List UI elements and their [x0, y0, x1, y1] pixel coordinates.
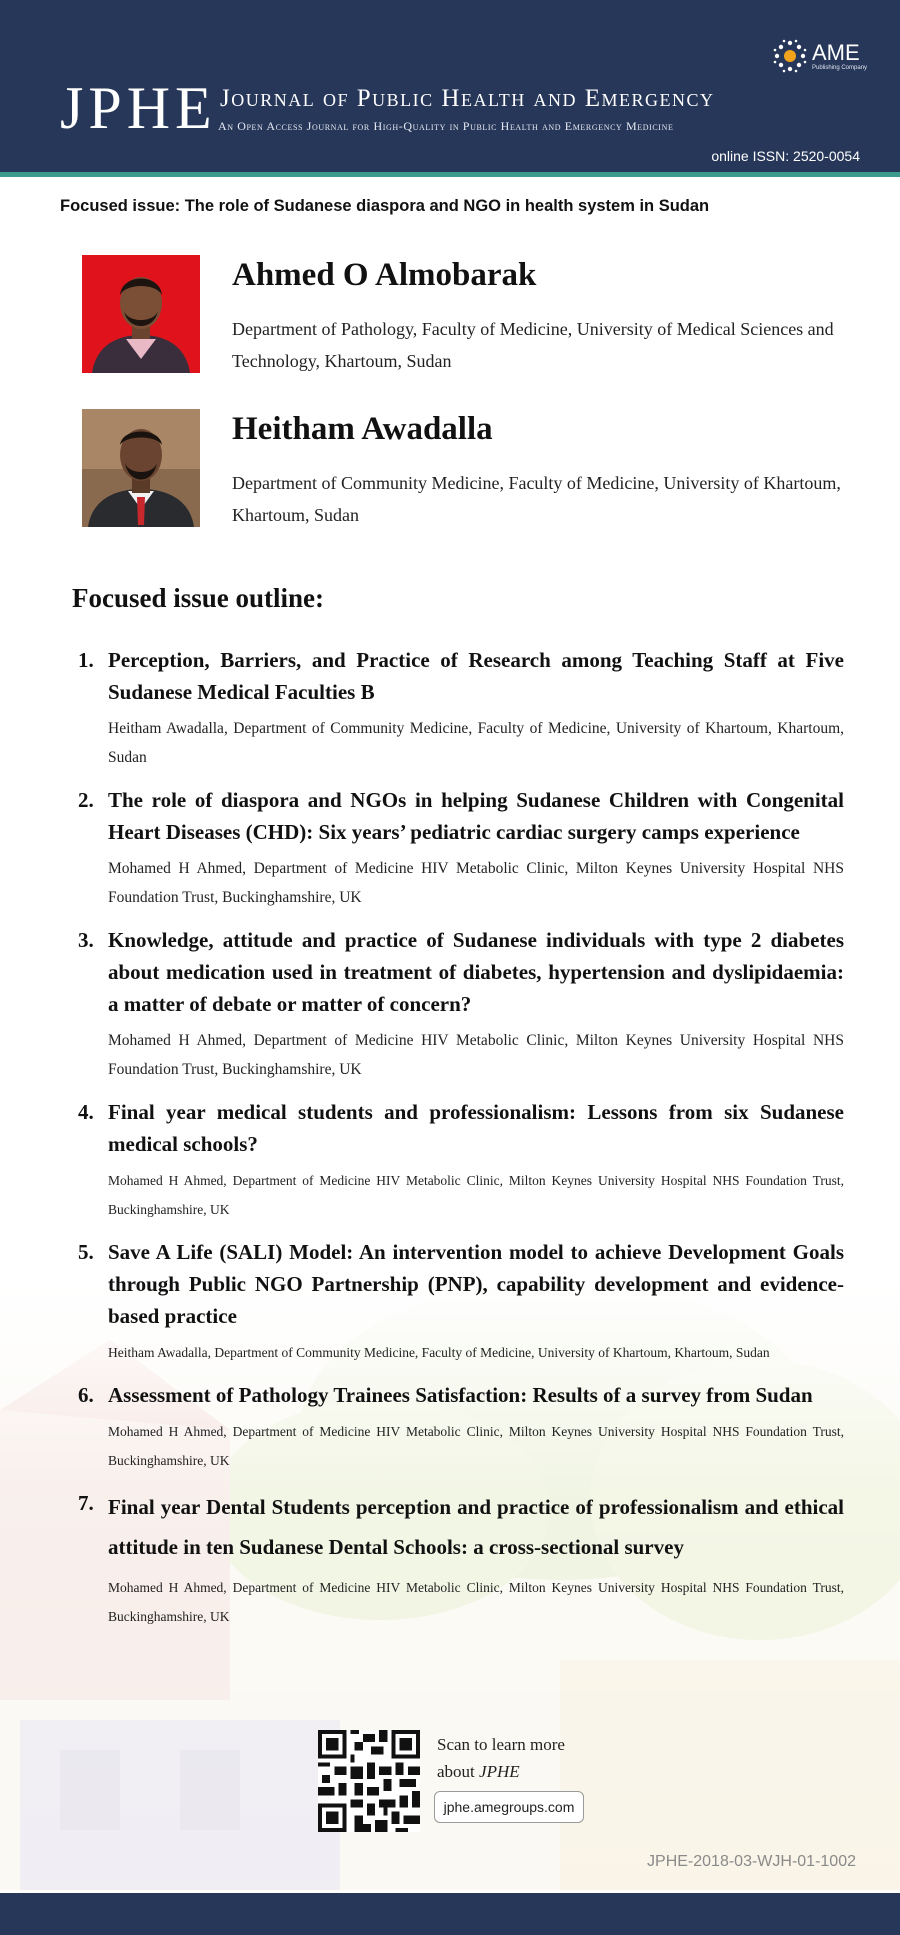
ame-wordmark: AME [812, 40, 860, 65]
journal-header [0, 0, 900, 172]
item-title: Perception, Barriers, and Practice of Research among Teaching Staff at Five Sudanese Medical Faculties B [108, 648, 844, 704]
list-item [72, 1487, 844, 1631]
scan-line-1: Scan to learn more [437, 1735, 565, 1754]
editor-card [82, 255, 862, 375]
focused-issue-title: Focused issue: The role of Sudanese diaspora and NGO in health system in Sudan [60, 197, 710, 215]
issn-label: online ISSN: 2520-0054 [711, 148, 860, 164]
list-item [72, 784, 844, 912]
scan-line-2-journal: JPHE [479, 1762, 520, 1781]
ame-publisher-logo [772, 38, 872, 74]
item-number: 6. [78, 1383, 94, 1407]
qr-code-icon[interactable] [318, 1730, 420, 1832]
editor-affiliation: Department of Pathology, Faculty of Medicine, University of Medical Sciences and Technology, Khartoum, Sudan [232, 319, 834, 371]
editor-card [82, 409, 862, 529]
journal-subtitle: An Open Access Journal for High-Quality in Public Health and Emergency Medicine [218, 119, 674, 133]
editor-photo [82, 409, 200, 527]
item-title: Final year medical students and professionalism: Lessons from six Sudanese medical schools? [108, 1100, 844, 1156]
item-number: 3. [78, 928, 94, 952]
item-title: Knowledge, attitude and practice of Sudanese individuals with type 2 diabetes about medication used in treatment of diabetes, hypertension and dyslipidaemia: a matter of debate or matter of concern? [108, 928, 844, 1016]
scan-prompt [437, 1731, 565, 1785]
ame-tagline: Publishing Company [812, 65, 868, 71]
list-item [72, 644, 844, 772]
outline-list [72, 644, 844, 1643]
item-affiliation: Heitham Awadalla, Department of Community Medicine, Faculty of Medicine, University of Khartoum, Khartoum, Sudan [108, 1345, 770, 1360]
item-number: 4. [78, 1100, 94, 1124]
list-item [72, 1236, 844, 1367]
item-number: 7. [78, 1491, 94, 1515]
footer-bar [0, 1893, 900, 1935]
scan-line-2 [437, 1758, 565, 1785]
item-affiliation: Mohamed H Ahmed, Department of Medicine HIV Metabolic Clinic, Milton Keynes University Hospital NHS Foundation Trust, Buckinghamshire, UK [108, 860, 844, 906]
item-affiliation: Mohamed H Ahmed, Department of Medicine HIV Metabolic Clinic, Milton Keynes University Hospital NHS Foundation Trust, Buckinghamshire, UK [108, 1173, 844, 1217]
header-divider [0, 172, 900, 177]
ame-globe-icon [772, 38, 808, 74]
item-title: The role of diaspora and NGOs in helping Sudanese Children with Congenital Heart Diseases (CHD): Six years’ pediatric cardiac surgery camps experience [108, 788, 844, 844]
item-affiliation: Heitham Awadalla, Department of Community Medicine, Faculty of Medicine, University of Khartoum, Khartoum, Sudan [108, 720, 844, 766]
jphe-logo: JPHE [60, 75, 217, 141]
item-number: 5. [78, 1240, 94, 1264]
editor-photo [82, 255, 200, 373]
editor-affiliation: Department of Community Medicine, Faculty of Medicine, University of Khartoum, Khartoum, Sudan [232, 473, 841, 525]
list-item [72, 1379, 844, 1475]
item-title: Assessment of Pathology Trainees Satisfaction: Results of a survey from Sudan [108, 1383, 813, 1407]
item-number: 1. [78, 648, 94, 672]
editor-name: Ahmed O Almobarak [232, 257, 537, 293]
outline-heading: Focused issue outline: [72, 583, 325, 613]
item-affiliation: Mohamed H Ahmed, Department of Medicine HIV Metabolic Clinic, Milton Keynes University Hospital NHS Foundation Trust, Buckinghamshire, UK [108, 1424, 844, 1468]
item-affiliation: Mohamed H Ahmed, Department of Medicine HIV Metabolic Clinic, Milton Keynes University Hospital NHS Foundation Trust, Buckinghamshire, UK [108, 1032, 844, 1078]
item-title: Save A Life (SALI) Model: An intervention model to achieve Development Goals through Public NGO Partnership (PNP), capability development and evidence-based practice [108, 1240, 844, 1328]
list-item [72, 1096, 844, 1224]
list-item [72, 924, 844, 1084]
item-number: 2. [78, 788, 94, 812]
reference-code: JPHE-2018-03-WJH-01-1002 [647, 1853, 856, 1870]
journal-title: Journal of Public Health and Emergency [220, 85, 715, 112]
website-link[interactable]: jphe.amegroups.com [434, 1791, 584, 1823]
editor-name: Heitham Awadalla [232, 411, 493, 447]
item-affiliation: Mohamed H Ahmed, Department of Medicine HIV Metabolic Clinic, Milton Keynes University Hospital NHS Foundation Trust, Buckinghamshire, UK [108, 1580, 844, 1624]
scan-line-2-prefix: about [437, 1762, 480, 1781]
item-title: Final year Dental Students perception and practice of professionalism and ethical attitude in ten Sudanese Dental Schools: a cross-sectional survey [108, 1495, 844, 1559]
